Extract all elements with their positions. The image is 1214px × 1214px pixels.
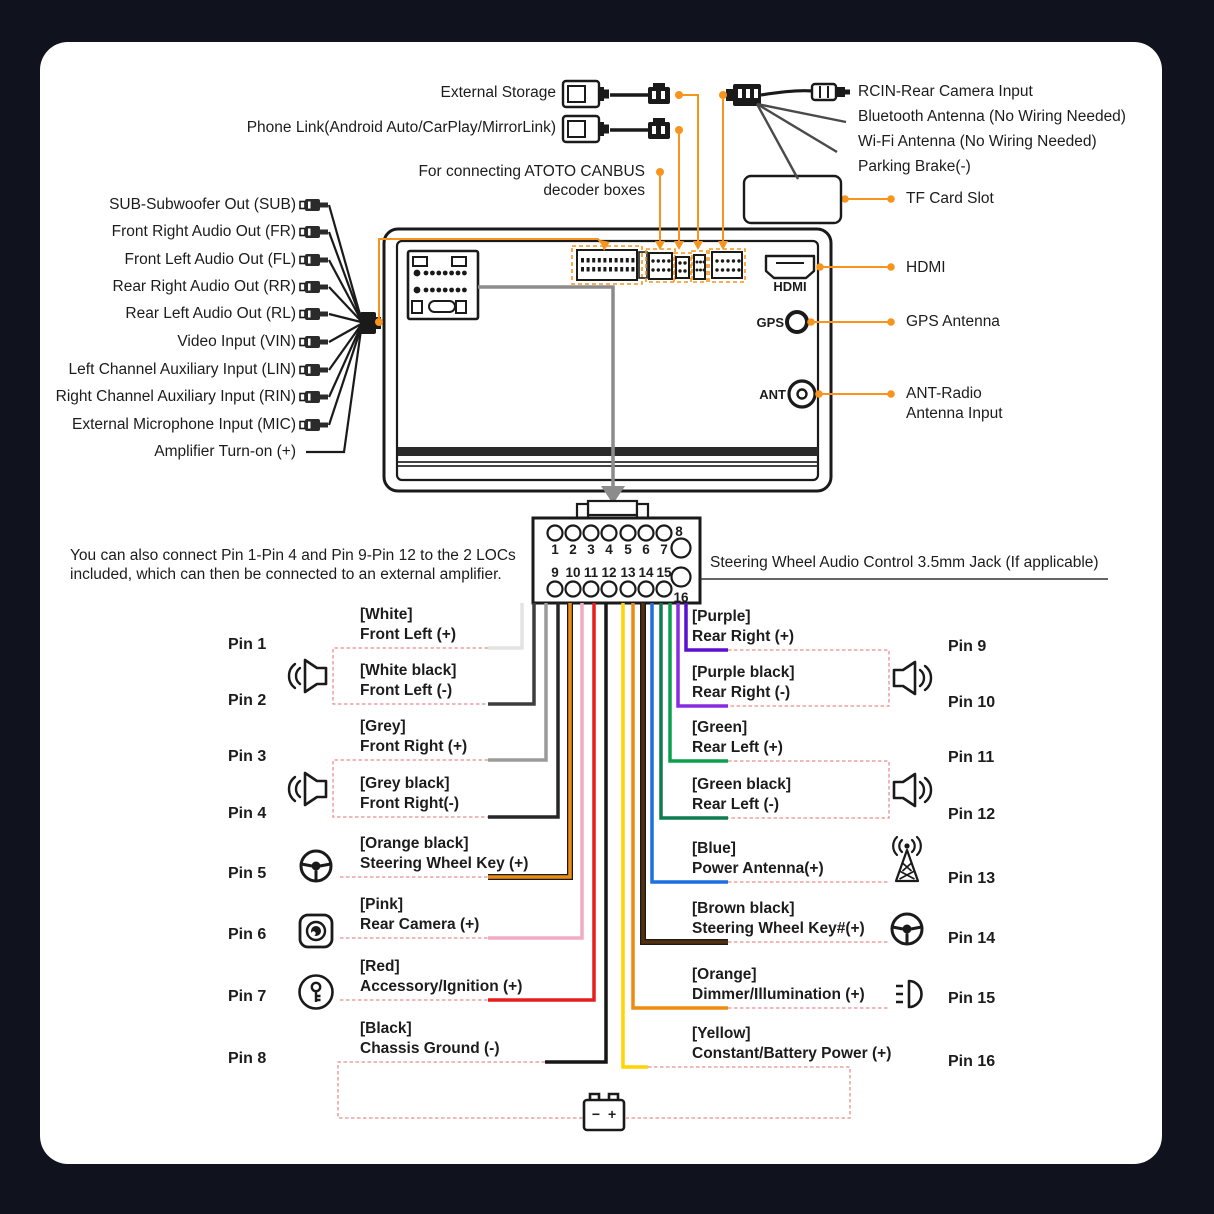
pin-number: 1	[551, 542, 559, 557]
pin8-function: Chassis Ground (-)	[360, 1040, 500, 1057]
swc-jack-label: Steering Wheel Audio Control 3.5mm Jack (If applicable)	[710, 554, 1099, 571]
phone-link-label: Phone Link(Android Auto/CarPlay/MirrorLink)	[246, 119, 556, 136]
port-label-rin: Right Channel Auxiliary Input (RIN)	[55, 388, 296, 405]
main-harness-socket	[408, 251, 478, 319]
pin-number: 8	[675, 524, 683, 539]
pin1-wire-label	[360, 605, 456, 645]
pin8-number: Pin 8	[228, 1050, 267, 1067]
pin1-function: Front Left (+)	[360, 626, 456, 643]
steering-wheel-icon	[301, 851, 331, 881]
rca-icon	[300, 336, 328, 348]
speaker-icon	[894, 774, 931, 806]
pin4-wire-label	[360, 774, 459, 814]
pin-number: 6	[642, 542, 650, 557]
pin15-wire-color: [Orange]	[692, 966, 757, 983]
rca-icon	[300, 226, 328, 238]
pin6-number: Pin 6	[228, 926, 267, 943]
pin-number: 15	[656, 565, 672, 580]
usb-icon	[563, 81, 609, 107]
ignition-icon	[300, 976, 333, 1009]
external-storage-label: External Storage	[440, 84, 556, 101]
pin11-wire-color: [Green]	[692, 719, 748, 736]
pin-number: 2	[569, 542, 577, 557]
pin13-wire-color: [Blue]	[692, 840, 736, 857]
pin16-wire-label	[692, 1024, 891, 1064]
rca-icon	[300, 308, 328, 320]
bluetooth-antenna-label: Bluetooth Antenna (No Wiring Needed)	[858, 108, 1126, 125]
hdmi-label: HDMI	[906, 259, 946, 276]
pin6-wire-color: [Pink]	[360, 896, 404, 913]
pin11-number: Pin 11	[948, 749, 995, 766]
pin10-wire-label	[692, 663, 795, 703]
usb-icon	[563, 116, 609, 142]
plug-icon	[648, 83, 670, 104]
pin14-wire-color: [Brown black]	[692, 900, 795, 917]
pin4-wire-color: [Grey black]	[360, 775, 450, 792]
pin3-function: Front Right (+)	[360, 738, 468, 755]
port-label-rl: Rear Left Audio Out (RL)	[125, 305, 296, 322]
pin12-number: Pin 12	[948, 806, 996, 823]
pin13-function: Power Antenna(+)	[692, 860, 824, 877]
pin-number: 13	[620, 565, 636, 580]
pin14-number: Pin 14	[948, 930, 996, 947]
rca-icon	[300, 254, 328, 266]
harness-connector	[533, 501, 700, 605]
rca-icon	[300, 391, 328, 403]
pin6-function: Rear Camera (+)	[360, 916, 480, 933]
port-label-amp: Amplifier Turn-on (+)	[154, 443, 296, 460]
rcin-label: RCIN-Rear Camera Input	[858, 83, 1033, 100]
pin5-wire-color: [Orange black]	[360, 835, 469, 852]
pin9-wire-color: [Purple]	[692, 608, 751, 625]
pin10-wire-color: [Purple black]	[692, 664, 795, 681]
pin7-wire-label	[360, 957, 522, 997]
wifi-antenna-label: Wi-Fi Antenna (No Wiring Needed)	[858, 133, 1097, 150]
pin11-wire-label	[692, 718, 783, 758]
port-label-lin: Left Channel Auxiliary Input (LIN)	[68, 361, 296, 378]
pin-number: 16	[673, 590, 689, 605]
pin5-number: Pin 5	[228, 865, 267, 882]
rca-icon	[300, 281, 328, 293]
unit-grille-bar	[398, 447, 818, 456]
pin2-function: Front Left (-)	[360, 682, 453, 699]
pin-number: 5	[624, 542, 632, 557]
port-label-fr: Front Right Audio Out (FR)	[111, 223, 296, 240]
port-label-rr: Rear Right Audio Out (RR)	[112, 278, 296, 295]
pin13-number: Pin 13	[948, 870, 996, 887]
pin16-number: Pin 16	[948, 1053, 996, 1070]
canbus-label-line1: For connecting ATOTO CANBUS	[418, 163, 645, 180]
wire-pin-3	[488, 603, 546, 760]
parking-brake-label: Parking Brake(-)	[858, 158, 971, 175]
pin2-wire-label	[360, 661, 456, 701]
external-storage-cable	[563, 81, 670, 107]
gps-port-label: GPS	[756, 315, 784, 330]
phone-link-cable	[563, 116, 670, 142]
port-label-vin: Video Input (VIN)	[177, 333, 296, 350]
pin14-wire-label	[692, 899, 865, 939]
pin-number: 7	[660, 542, 668, 557]
wire-pin-1	[488, 603, 522, 648]
rca-icon	[300, 419, 328, 431]
pin1-wire-color: [White]	[360, 606, 413, 623]
pin8-wire-label	[360, 1019, 500, 1059]
port-label-sub: SUB-Subwoofer Out (SUB)	[109, 196, 296, 213]
wire-pin-14	[643, 603, 728, 942]
rear-harness-fan	[726, 84, 850, 179]
port-label-mic: External Microphone Input (MIC)	[72, 416, 296, 433]
pin-number: 4	[605, 542, 613, 557]
power-antenna-icon	[893, 837, 921, 881]
rca-ports	[300, 199, 381, 452]
wire-pin-7	[488, 603, 594, 1000]
pin3-wire-label	[360, 717, 467, 757]
pin14-function: Steering Wheel Key#(+)	[692, 920, 865, 937]
hdmi-port-label: HDMI	[773, 279, 807, 294]
pin2-number: Pin 2	[228, 692, 267, 709]
pin3-number: Pin 3	[228, 748, 267, 765]
rca-icon	[300, 199, 328, 211]
loc-note-line1: You can also connect Pin 1-Pin 4 and Pin 9-Pin 12 to the 2 LOCs	[70, 547, 516, 564]
pin9-function: Rear Right (+)	[692, 628, 795, 645]
pin15-wire-label	[692, 965, 865, 1005]
steering-wheel-icon	[892, 914, 922, 944]
rca-converge-lines	[306, 205, 361, 452]
pin9-wire-label	[692, 607, 794, 647]
speaker-icon	[894, 662, 931, 694]
pin13-wire-label	[692, 839, 824, 879]
pin7-wire-color: [Red]	[360, 958, 400, 975]
pin-number: 12	[601, 565, 617, 580]
pin-number: 10	[565, 565, 581, 580]
pin-number: 14	[638, 565, 654, 580]
speaker-icon	[289, 773, 326, 805]
pin5-function: Steering Wheel Key (+)	[360, 855, 529, 872]
canbus-label-line2: decoder boxes	[543, 182, 645, 199]
loc-note-line2: included, which can then be connected to an external amplifier.	[70, 566, 502, 583]
pin8-wire-color: [Black]	[360, 1020, 412, 1037]
wire-pin-8	[545, 603, 606, 1062]
speaker-icon	[289, 660, 326, 692]
pin2-wire-color: [White black]	[360, 662, 457, 679]
headlight-icon	[896, 981, 922, 1007]
pin11-function: Rear Left (+)	[692, 739, 783, 756]
pin3-wire-color: [Grey]	[360, 718, 406, 735]
pin10-number: Pin 10	[948, 694, 996, 711]
pin-number: 9	[551, 565, 559, 580]
wire-pin-2	[488, 603, 534, 704]
pin15-function: Dimmer/Illumination (+)	[692, 986, 865, 1003]
pin16-function: Constant/Battery Power (+)	[692, 1045, 892, 1062]
pin4-function: Front Right(-)	[360, 795, 459, 812]
pin1-number: Pin 1	[228, 636, 267, 653]
tf-card-slot-label: TF Card Slot	[906, 190, 994, 207]
pin12-wire-label	[692, 775, 791, 815]
port-label-fl: Front Left Audio Out (FL)	[124, 251, 296, 268]
pin-number: 11	[583, 565, 599, 580]
ant-radio-label-line2: Antenna Input	[906, 405, 1003, 422]
orange-drop-lines	[655, 91, 728, 250]
pin16-wire-color: [Yellow]	[692, 1025, 751, 1042]
gps-antenna-label: GPS Antenna	[906, 313, 1000, 330]
ant-port-label: ANT	[759, 387, 786, 402]
battery-terminals-label: − +	[591, 1106, 619, 1122]
pin15-number: Pin 15	[948, 990, 996, 1007]
rear-camera-icon	[300, 915, 332, 947]
pin12-function: Rear Left (-)	[692, 796, 779, 813]
pin5-wire-label	[360, 834, 528, 874]
plug-icon	[648, 118, 670, 139]
pin-number: 3	[587, 542, 595, 557]
rca-icon	[300, 364, 328, 376]
pin12-wire-color: [Green black]	[692, 776, 792, 793]
pin7-number: Pin 7	[228, 988, 267, 1005]
ant-radio-label-line1: ANT-Radio	[906, 385, 982, 402]
pin7-function: Accessory/Ignition (+)	[360, 978, 523, 995]
pin9-number: Pin 9	[948, 638, 987, 655]
pin10-function: Rear Right (-)	[692, 684, 791, 701]
pin4-number: Pin 4	[228, 805, 267, 822]
tf-card-slot-box	[744, 176, 841, 223]
pin6-wire-label	[360, 895, 479, 935]
